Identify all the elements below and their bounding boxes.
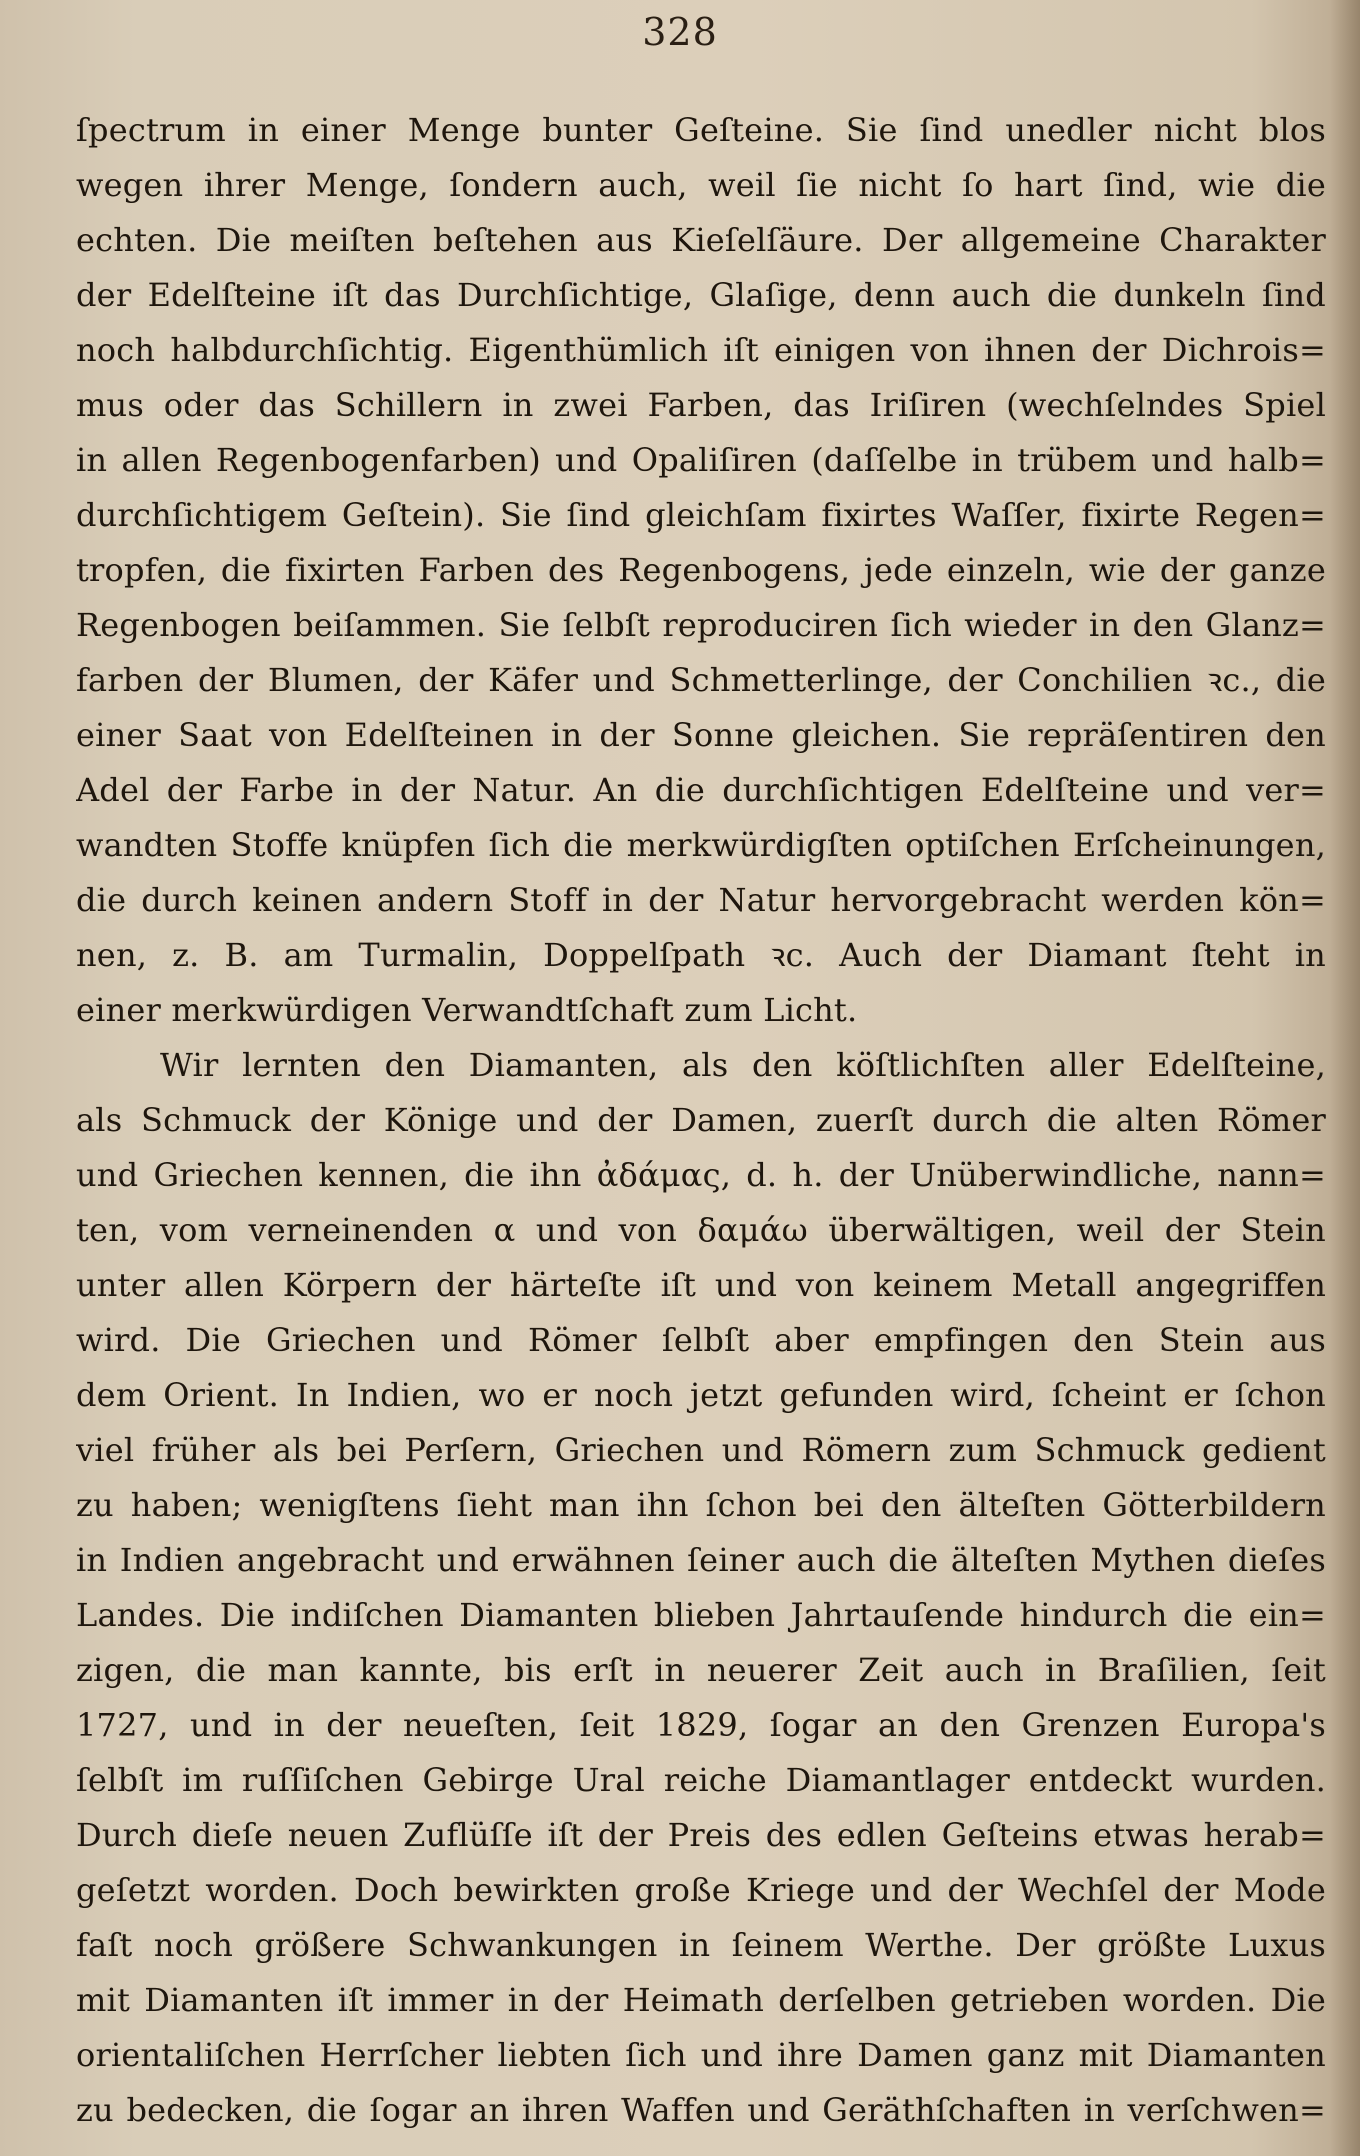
text-line: der Edelſteine iſt das Durchſichtige, Glaſige, denn auch die dunkeln ſind bbox=[76, 276, 1326, 314]
text-line: durchſichtigem Geſtein). Sie ſind gleichſam fixirtes Waſſer, fixirte Regen= bbox=[76, 496, 1326, 534]
text-line: Landes. Die indiſchen Diamanten blieben Jahrtauſende hindurch die ein= bbox=[76, 1596, 1326, 1634]
text-line: wird. Die Griechen und Römer ſelbſt aber empfingen den Stein aus bbox=[76, 1321, 1326, 1359]
text-line: einer merkwürdigen Verwandtſchaft zum Licht. bbox=[76, 991, 858, 1029]
text-line: echten. Die meiſten beſtehen aus Kieſelſäure. Der allgemeine Charakter bbox=[76, 221, 1326, 259]
text-line: in Indien angebracht und erwähnen ſeiner auch die älteſten Mythen dieſes bbox=[76, 1541, 1326, 1579]
text-line: als Schmuck der Könige und der Damen, zuerſt durch die alten Römer bbox=[76, 1101, 1326, 1139]
text-line: tropfen, die fixirten Farben des Regenbogens, jede einzeln, wie der ganze bbox=[76, 551, 1326, 589]
text-line: ten, vom verneinenden α und von δαμάω überwältigen, weil der Stein bbox=[76, 1211, 1326, 1249]
text-line: die durch keinen andern Stoff in der Natur hervorgebracht werden kön= bbox=[76, 881, 1326, 919]
text-line: Wir lernten den Diamanten, als den köſtlichſten aller Edelſteine, bbox=[160, 1046, 1326, 1084]
text-line: wandten Stoffe knüpfen ſich die merkwürdigſten optiſchen Erſcheinungen, bbox=[76, 826, 1326, 864]
text-line: zu bedecken, die ſogar an ihren Waffen und Geräthſchaften in verſchwen= bbox=[76, 2091, 1326, 2129]
text-line: wegen ihrer Menge, ſondern auch, weil ſie nicht ſo hart ſind, wie die bbox=[76, 166, 1326, 204]
text-line: geſetzt worden. Doch bewirkten große Kriege und der Wechſel der Mode bbox=[76, 1871, 1326, 1909]
text-line: und Griechen kennen, die ihn ἀδάμας, d. h. der Unüberwindliche, nann= bbox=[76, 1156, 1326, 1194]
text-line: zu haben; wenigſtens ſieht man ihn ſchon bei den älteſten Götterbildern bbox=[76, 1486, 1326, 1524]
text-line: einer Saat von Edelſteinen in der Sonne gleichen. Sie repräſentiren den bbox=[76, 716, 1326, 754]
text-line: mus oder das Schillern in zwei Farben, das Iriſiren (wechſelndes Spiel bbox=[76, 386, 1326, 424]
text-line: farben der Blumen, der Käfer und Schmetterlinge, der Conchilien ꝛc., die bbox=[76, 661, 1326, 699]
text-line: faſt noch größere Schwankungen in ſeinem Werthe. Der größte Luxus bbox=[76, 1926, 1326, 1964]
text-line: ſpectrum in einer Menge bunter Geſteine. Sie ſind unedler nicht blos bbox=[76, 111, 1326, 149]
text-line: in allen Regenbogenfarben) und Opaliſiren (daſſelbe in trübem und halb= bbox=[76, 441, 1326, 479]
paragraph-2 bbox=[76, 1038, 1326, 2138]
paragraph-1 bbox=[76, 103, 1326, 1038]
page-number: 328 bbox=[642, 10, 718, 54]
text-line: mit Diamanten iſt immer in der Heimath derſelben getrieben worden. Die bbox=[76, 1981, 1326, 2019]
text-line: dem Orient. In Indien, wo er noch jetzt gefunden wird, ſcheint er ſchon bbox=[76, 1376, 1326, 1414]
text-line: Durch dieſe neuen Zuflüſſe iſt der Preis des edlen Geſteins etwas herab= bbox=[76, 1816, 1326, 1854]
text-line: viel früher als bei Perſern, Griechen und Römern zum Schmuck gedient bbox=[76, 1431, 1326, 1469]
text-line: Adel der Farbe in der Natur. An die durchſichtigen Edelſteine und ver= bbox=[76, 771, 1326, 809]
text-line: noch halbdurchſichtig. Eigenthümlich iſt einigen von ihnen der Dichrois= bbox=[76, 331, 1326, 369]
text-line: nen, z. B. am Turmalin, Doppelſpath ꝛc. Auch der Diamant ſteht in bbox=[76, 936, 1326, 974]
text-line: Regenbogen beiſammen. Sie ſelbſt reproduciren ſich wieder in den Glanz= bbox=[76, 606, 1326, 644]
text-line: 1727, und in der neueſten, ſeit 1829, ſogar an den Grenzen Europa's bbox=[76, 1706, 1326, 1744]
text-line: orientaliſchen Herrſcher liebten ſich und ihre Damen ganz mit Diamanten bbox=[76, 2036, 1326, 2074]
text-line: unter allen Körpern der härteſte iſt und von keinem Metall angegriffen bbox=[76, 1266, 1326, 1304]
text-line: zigen, die man kannte, bis erſt in neuerer Zeit auch in Braſilien, ſeit bbox=[76, 1651, 1326, 1689]
page-body bbox=[76, 103, 1326, 2138]
text-line: ſelbſt im ruſſiſchen Gebirge Ural reiche Diamantlager entdeckt wurden. bbox=[76, 1761, 1326, 1799]
